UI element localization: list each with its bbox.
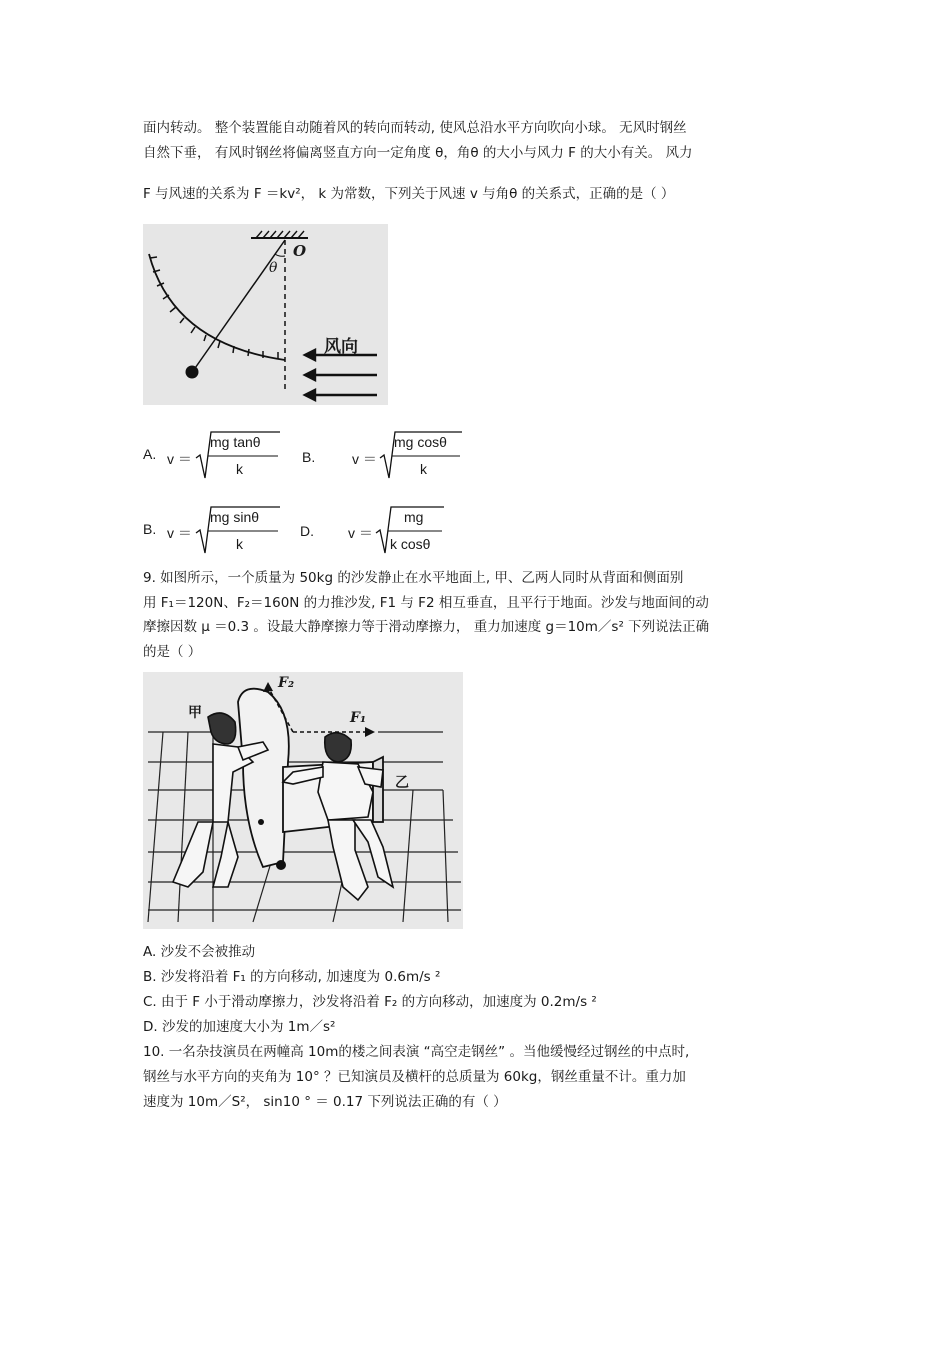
q9-line-3: 摩擦因数 μ ＝0.3 。设最大静摩擦力等于滑动摩擦力， 重力加速度 g＝10m／s² 下列说法正确 <box>143 619 710 635</box>
option-c-numerator: mg sinθ <box>210 509 260 525</box>
option-b-label: B. <box>302 449 316 465</box>
label-f1: F₁ <box>350 710 367 726</box>
q9-line-1: 9. 如图所示，一个质量为 50kg 的沙发静止在水平地面上, 甲、乙两人同时从背面和侧面别 <box>143 570 684 586</box>
option-c-v: v ＝ <box>167 525 192 541</box>
option-c-label: B. <box>143 521 157 537</box>
option-a-numerator: mg tanθ <box>210 434 261 450</box>
option-a-v: v ＝ <box>167 451 192 467</box>
label-f2: F₂ <box>278 675 295 691</box>
option-d-label: D. <box>300 523 314 539</box>
option-d-numerator: mg <box>404 509 424 525</box>
intro-line-2: 自然下垂， 有风时钢丝将偏离竖直方向一定角度 θ，角θ 的大小与风力 F 的大小有关。 风力 <box>143 145 693 161</box>
label-jia: 甲 <box>188 705 202 721</box>
q9-option-a: A. 沙发不会被推动 <box>143 944 256 960</box>
option-c-denominator: k <box>236 536 243 552</box>
option-a-label: A. <box>143 446 157 462</box>
q9-option-b: B. 沙发将沿着 F₁ 的方向移动, 加速度为 0.6m/s ² <box>143 969 441 985</box>
option-a-denominator: k <box>236 461 243 477</box>
q10-line-1: 10. 一名杂技演员在两幢高 10m的楼之间表演 “高空走钢丝” 。当他缓慢经过钢丝的中点时, <box>143 1044 690 1060</box>
option-b-v: v ＝ <box>352 451 377 467</box>
q10-line-3: 速度为 10m／S²， sin10 ° ＝ 0.17 下列说法正确的有（ ） <box>143 1094 507 1110</box>
pendulum-figure <box>143 224 388 405</box>
label-yi: 乙 <box>395 775 409 791</box>
q9-line-4: 的是（ ） <box>143 644 202 660</box>
pendulum-diagram <box>143 224 388 405</box>
q10-line-2: 钢丝与水平方向的夹角为 10° ？已知演员及横杆的总质量为 60kg，钢丝重量不计。重力加 <box>143 1069 686 1085</box>
option-d-v: v ＝ <box>348 525 373 541</box>
q9-option-c: C. 由于 F 小于滑动摩擦力，沙发将沿着 F₂ 的方向移动，加速度为 0.2m/s ² <box>143 994 597 1010</box>
option-b-denominator: k <box>420 461 427 477</box>
q9-option-d: D. 沙发的加速度大小为 1m／s² <box>143 1019 336 1035</box>
option-b-numerator: mg cosθ <box>394 434 447 450</box>
point-o-label: O <box>293 242 307 260</box>
sofa-figure <box>143 672 463 929</box>
option-d-denominator: k cosθ <box>390 536 431 552</box>
wind-direction-label: 风向 <box>324 337 358 357</box>
q9-line-2: 用 F₁＝120N、F₂＝160N 的力推沙发, F1 与 F2 相互垂直，且平行于地面。沙发与地面间的动 <box>143 595 709 611</box>
intro-line-1: 面内转动。 整个装置能自动随着风的转向而转动, 使风总沿水平方向吹向小球。 无风时钢丝 <box>143 120 687 136</box>
intro-line-3: F 与风速的关系为 F ＝kv²， k 为常数，下列关于风速 v 与角θ 的关系式，正确的是（ ） <box>143 186 675 202</box>
theta-label: θ <box>269 260 278 276</box>
